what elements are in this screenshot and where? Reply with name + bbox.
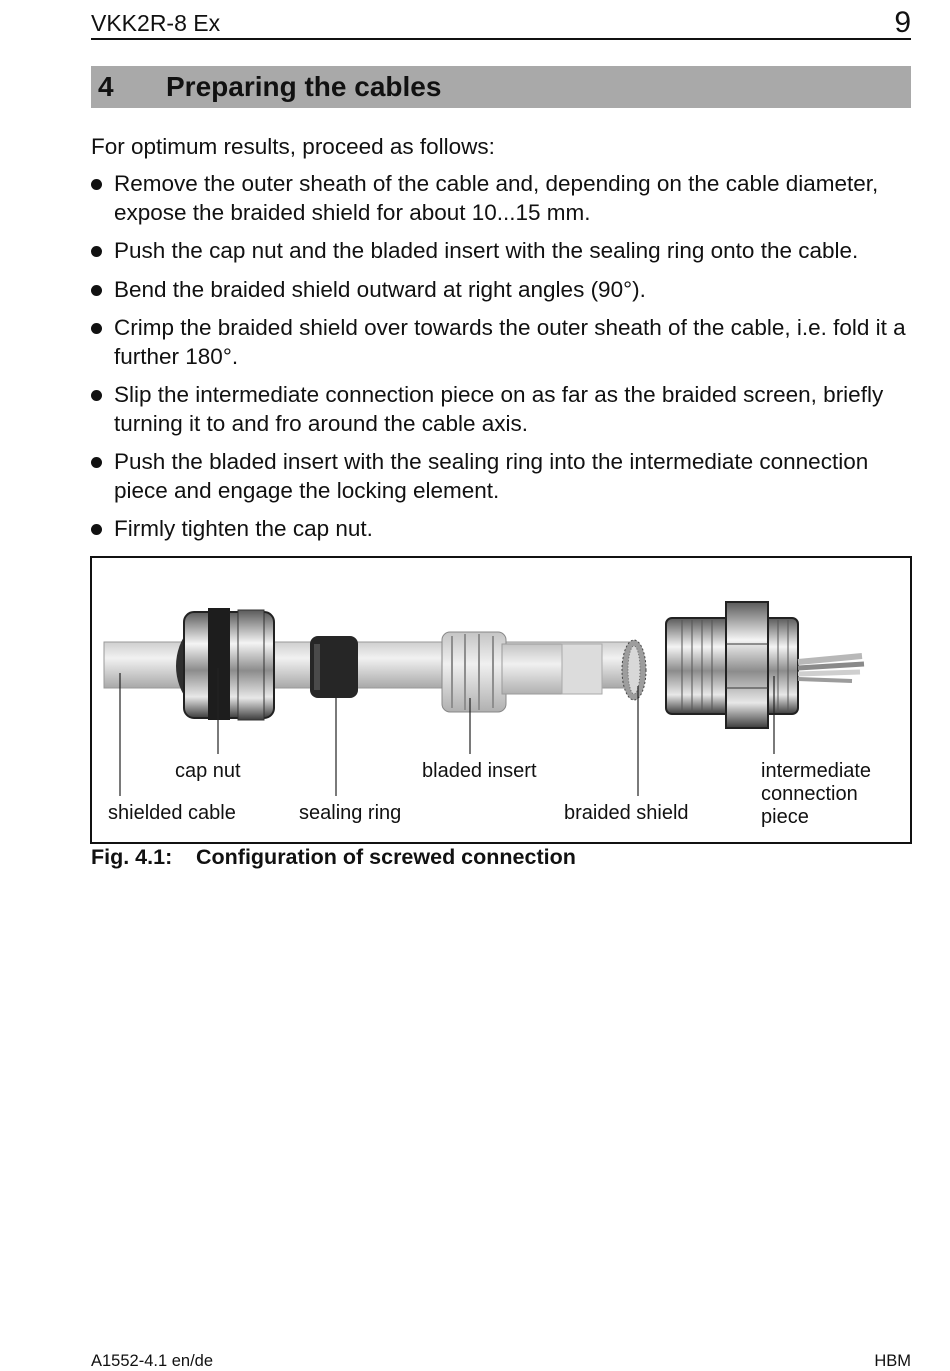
instruction-item	[91, 448, 921, 505]
label-sealing-ring: sealing ring	[299, 802, 402, 824]
footer-company: HBM	[874, 1352, 911, 1370]
bullet-icon	[91, 323, 102, 334]
label-shielded-cable: shielded cable	[108, 802, 236, 824]
label-intermediate-line-2: connection	[761, 783, 858, 805]
instruction-item	[91, 515, 921, 544]
page-number: 9	[894, 6, 911, 39]
intro-paragraph: For optimum results, proceed as follows:	[91, 134, 495, 159]
instruction-text: Push the cap nut and the bladed insert with the sealing ring onto the cable.	[114, 238, 859, 263]
section-title: Preparing the cables	[166, 71, 442, 102]
figure-frame	[90, 556, 912, 844]
bullet-icon	[91, 246, 102, 257]
bullet-icon	[91, 457, 102, 468]
section-heading	[91, 66, 911, 108]
figure-caption-text: Configuration of screwed connection	[196, 845, 576, 869]
instruction-item	[91, 314, 921, 371]
instruction-item	[91, 276, 921, 305]
label-intermediate-connection-piece	[761, 760, 871, 829]
instruction-list	[91, 170, 921, 554]
instruction-text: Firmly tighten the cap nut.	[114, 516, 373, 541]
bladed-insert-graphic	[442, 632, 602, 712]
intermediate-connection-piece-graphic	[666, 602, 798, 728]
exposed-wires-graphic	[798, 656, 864, 681]
label-intermediate-line-1: intermediate	[761, 760, 872, 782]
instruction-text: Bend the braided shield outward at right angles (90°).	[114, 276, 646, 302]
instruction-item	[91, 170, 921, 227]
cap-nut-graphic	[176, 608, 274, 720]
label-braided-shield: braided shield	[564, 802, 689, 824]
label-intermediate-line-3: piece	[761, 806, 809, 828]
instruction-text: Slip the intermediate connection piece on as far as the braided screen, briefly turning it to and fro around the cable axis.	[114, 382, 884, 436]
bullet-icon	[91, 285, 102, 296]
figure-caption-number: Fig. 4.1:	[91, 845, 173, 869]
bullet-icon	[91, 179, 102, 190]
instruction-text: Push the bladed insert with the sealing ring into the intermediate connection piece and engage the locking element.	[114, 449, 869, 503]
label-bladed-insert: bladed insert	[422, 760, 537, 782]
sealing-ring-graphic	[310, 636, 358, 698]
instruction-item	[91, 381, 921, 438]
document-title: VKK2R-8 Ex	[91, 10, 221, 36]
braided-shield-graphic	[622, 640, 646, 700]
instruction-text: Remove the outer sheath of the cable and, depending on the cable diameter, expose the braided shield for about 10...15 mm.	[114, 171, 879, 225]
label-cap-nut: cap nut	[175, 760, 241, 782]
running-header	[91, 8, 911, 40]
instruction-text: Crimp the braided shield over towards the outer sheath of the cable, i.e. fold it a further 180°.	[114, 315, 906, 369]
bullet-icon	[91, 390, 102, 401]
bullet-icon	[91, 524, 102, 535]
footer-document-code: A1552-4.1 en/de	[91, 1352, 214, 1370]
section-number: 4	[98, 71, 114, 102]
instruction-item	[91, 237, 921, 266]
